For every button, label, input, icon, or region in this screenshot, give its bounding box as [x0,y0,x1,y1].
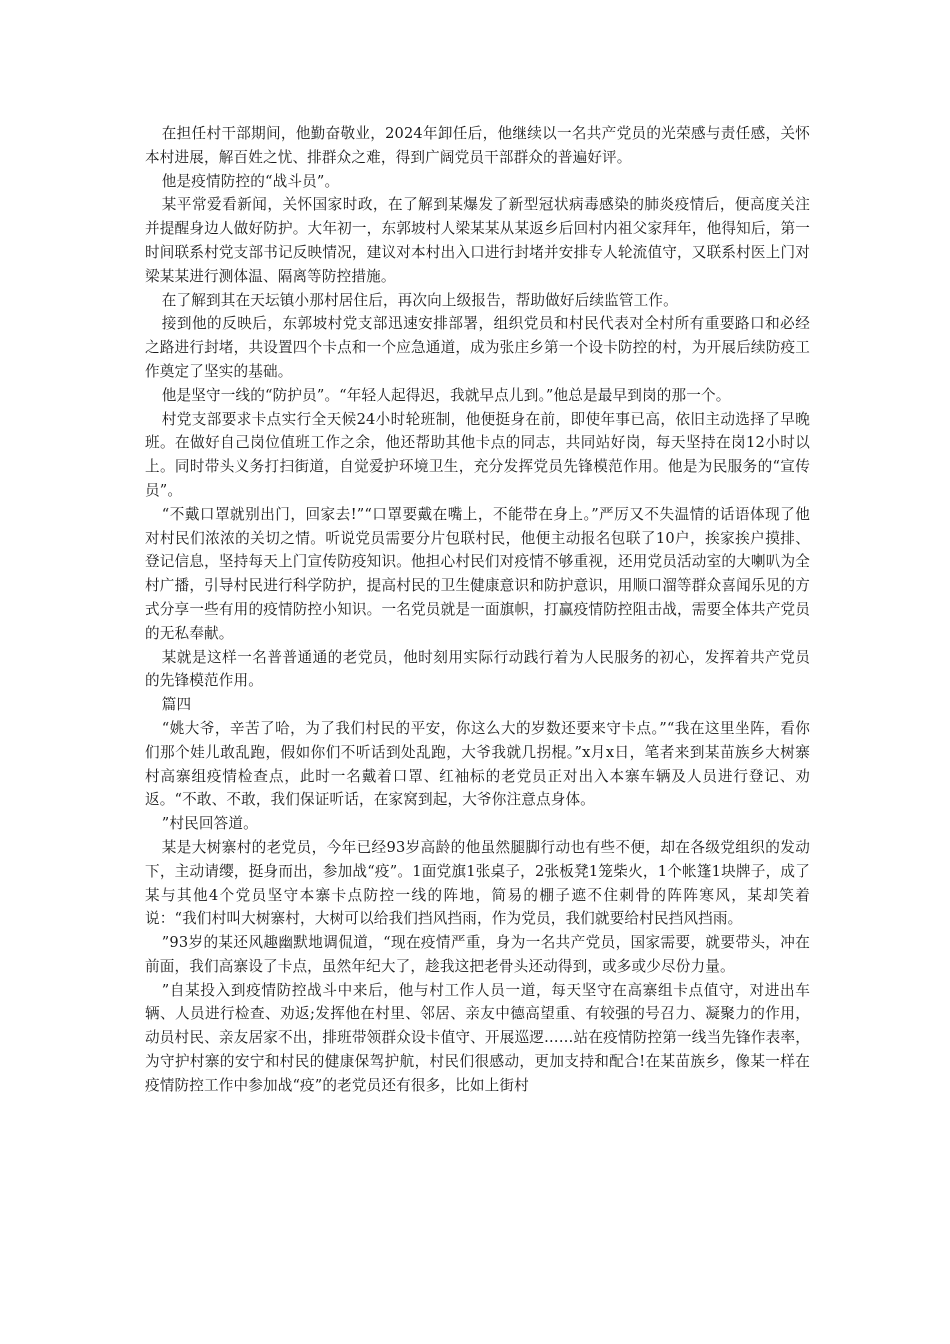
paragraph: 村党支部要求卡点实行全天候24小时轮班制，他便挺身在前，即使年事已高，依旧主动选择了早晚班。在做好自己岗位值班工作之余，他还帮助其他卡点的同志，共同站好岗，每天坚持在岗12小时以上。同时带头义务打扫街道，自觉爱护环境卫生，充分发挥党员先锋模范作用。他是为民服务的“宣传员”。 [145,410,810,499]
section-heading: 篇四 [161,696,192,714]
paragraph: 接到他的反映后，东郭坡村党支部迅速安排部署，组织党员和村民代表对全村所有重要路口和必经之路进行封堵，共设置四个卡点和一个应急通道，成为张庄乡第一个设卡防控的村，为开展后续防疫工作奠定了坚实的基础。 [145,315,810,380]
paragraph: ”自某投入到疫情防控战斗中来后，他与村工作人员一道，每天坚守在高寨组卡点值守，对进出车辆、人员进行检查、劝返;发挥他在村里、邻居、亲友中德高望重、有较强的号召力、凝聚力的作用，动员村民、亲友居家不出，排班带领群众设卡值守、开展巡逻……站在疫情防控第一线当先锋作表率，为守护村寨的安宁和村民的健康保驾护航，村民们很感动，更加支持和配合!在某苗族乡，像某一样在疫情防控工作中参加战“疫”的老党员还有很多，比如上街村 [145,981,810,1094]
paragraph: 在了解到其在天坛镇小那村居住后，再次向上级报告，帮助做好后续监管工作。 [161,291,678,309]
document-body [145,122,810,1098]
paragraph: 在担任村干部期间，他勤奋敬业，2024年卸任后，他继续以一名共产党员的光荣感与责任感，关怀本村进展，解百姓之忧、排群众之难，得到广阔党员干部群众的普遍好评。 [145,125,810,166]
paragraph: 某就是这样一名普普通通的老党员，他时刻用实际行动践行着为人民服务的初心，发挥着共产党员的先锋模范作用。 [145,648,810,690]
paragraph: 某平常爱看新闻，关怀国家时政，在了解到某爆发了新型冠状病毒感染的肺炎疫情后，便高度关注并提醒身边人做好防护。大年初一，东郭坡村人梁某某从某返乡后回村内祖父家拜年，他得知后，第一时间联系村党支部书记反映情况，建议对本村出入口进行封堵并安排专人轮流值守，又联系村医上门对梁某某进行测体温、隔离等防控措施。 [145,196,810,285]
paragraph: “姚大爷，辛苦了哈，为了我们村民的平安，你这么大的岁数还要来守卡点。”“我在这里坐阵，看你们那个娃儿敢乱跑，假如你们不听话到处乱跑，大爷我就几拐棍。”x月x日，笔者来到某苗族乡大树寨村高寨组疫情检查点，此时一名戴着口罩、红袖标的老党员正对出入本寨车辆及人员进行登记、劝返。“不敢、不敢，我们保证听话，在家窝到起，大爷你注意点身体。 [145,719,810,809]
paragraph: 他是坚守一线的“防护员”。“年轻人起得迟，我就早点儿到。”他总是最早到岗的那一个。 [161,386,731,404]
paragraph: ”村民回答道。 [161,815,258,833]
paragraph: 某是大树寨村的老党员，今年已经93岁高龄的他虽然腿脚行动也有些不便，却在各级党组织的发动下，主动请缨，挺身而出，参加战“疫”。1面党旗1张桌子，2张板凳1笼柴火，1个帐篷1块牌子，成了某与其他4个党员坚守本寨卡点防控一线的阵地，简易的棚子遮不住刺骨的阵阵寒风，某却笑着说：“我们村叫大树寨村，大树可以给我们挡风挡雨，作为党员，我们就要给村民挡风挡雨。 [145,838,810,928]
paragraph: 他是疫情防控的“战斗员”。 [161,172,340,190]
paragraph: “不戴口罩就别出门，回家去!”“口罩要戴在嘴上，不能带在身上。”严厉又不失温情的话语体现了他对村民们浓浓的关切之情。听说党员需要分片包联村民，他便主动报名包联了10户，挨家挨户摸排、登记信息，坚持每天上门宣传防疫知识。他担心村民们对疫情不够重视，还用党员活动室的大喇叭为全村广播，引导村民进行科学防护，提高村民的卫生健康意识和防护意识，用顺口溜等群众喜闻乐见的方式分享一些有用的疫情防控小知识。一名党员就是一面旗帜，打赢疫情防控阻击战，需要全体共产党员的无私奉献。 [145,505,810,642]
paragraph: ”93岁的某还风趣幽默地调侃道，“现在疫情严重，身为一名共产党员，国家需要，就要带头，冲在前面，我们高寨设了卡点，虽然年纪大了，趁我这把老骨头还动得到，或多或少尽份力量。 [145,934,810,975]
